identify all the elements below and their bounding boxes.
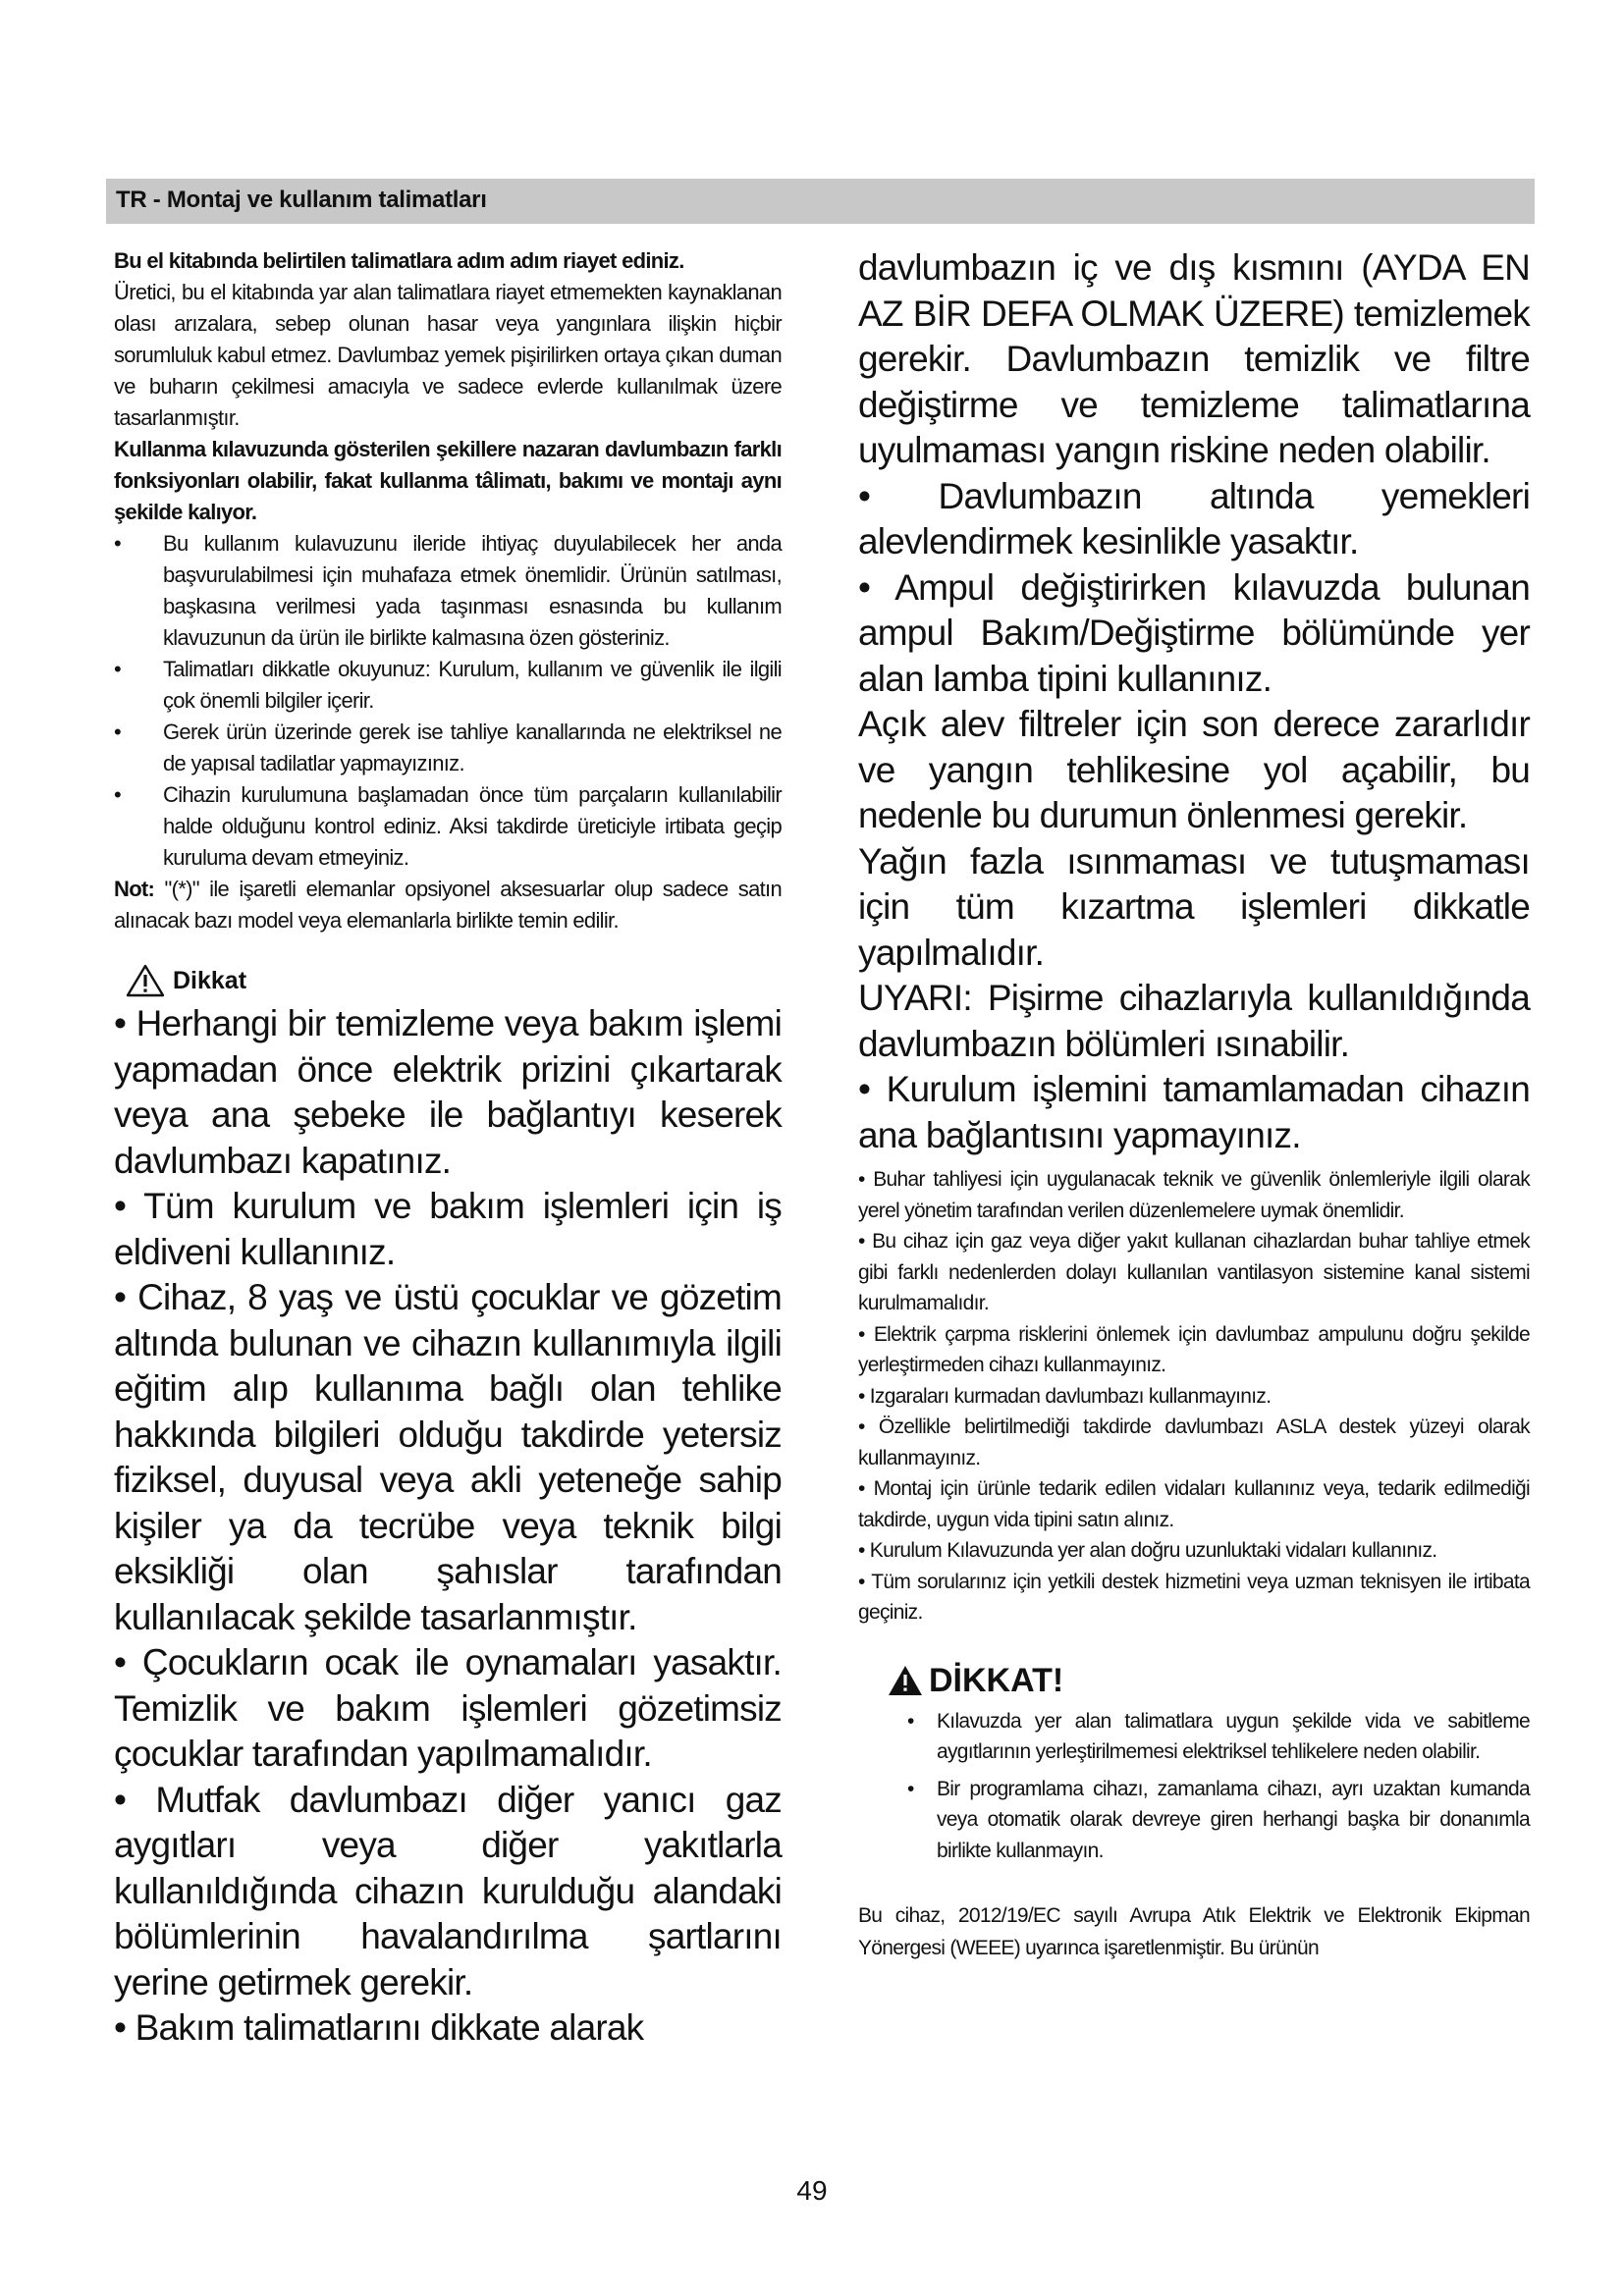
list-item: • Bu kullanım kulavuzunu ileride ihtiyaç duyulabilecek her anda başvurulabilmesi için muhafaza etmek önemlidir. Ürünün satılması, başkasına verilmesi yada taşınması esnasında bu kullanım klavuzunun da ürün ile birlikte kalmasına özen gösteriniz. <box>114 528 782 654</box>
big-paragraph: Yağın fazla ısınmaması ve tutuşmaması için tüm kızartma işlemleri dikkatle yapılmalıdır. <box>858 840 1530 973</box>
big-paragraph: davlumbazın iç ve dış kısmını (AYDA EN AZ BİR DEFA OLMAK ÜZERE) temizlemek gerekir. Davlumbazın temizlik ve filtre değiştirme ve temizleme talimatlarına uyulmaması yangın riskine neden olabilir. <box>858 247 1530 470</box>
dikkat-label: Dikkat <box>173 966 247 994</box>
right-column <box>858 245 1530 1964</box>
list-item: • Kılavuzda yer alan talimatlara uygun şekilde vida ve sabitleme aygıtlarının yerleştirilmemesi elektriksel tehlikelere neden olabilir. <box>907 1706 1530 1768</box>
big-paragraph: • Çocukların ocak ile oynamaları yasaktır. Temizlik ve bakım işlemleri gözetimsiz çocuklar tarafından yapılmamalıdır. <box>114 1642 782 1774</box>
section-title: TR - Montaj ve kullanım talimatları <box>116 187 487 213</box>
list-item: • Talimatları dikkatle okuyunuz: Kurulum, kullanım ve güvenlik ile ilgili çok önemli bilgiler içerir. <box>114 654 782 717</box>
big-paragraph: • Ampul değiştirirken kılavuzda bulunan ampul Bakım/Değiştirme bölümünde yer alan lamba tipini kullanınız. <box>858 566 1530 699</box>
big-paragraph: • Davlumbazın altında yemekleri alevlendirmek kesinlikle yasaktır. <box>858 475 1530 561</box>
big-paragraph: • Tüm kurulum ve bakım işlemleri için iş eldiveni kullanınız. <box>114 1186 782 1272</box>
intro-paragraph: Üretici, bu el kitabında yar alan talimatlara riayet etmemekten kaynaklanan olası arızalara, sebep olunan hasar veya yangınlara ilişkin hiçbir sorumluluk kabul etmez. Davlumbaz yemek pişirilirken ortaya çıkan duman ve buharın çekilmesi amacıyla ve sadece evlerde kullanılmak üzere tasarlanmıştır. <box>114 280 782 430</box>
big-paragraph: • Mutfak davlumbazı diğer yanıcı gaz aygıtları veya diğer yakıtlarla kullanıldığında cihazın kurulduğu alandaki bölümlerinin havalandırılma şartlarını yerine getirmek gerekir. <box>114 1779 782 2002</box>
page-number: 49 <box>796 2175 828 2206</box>
dikkat-caps-heading <box>888 1662 1530 1700</box>
big-paragraph: Açık alev filtreler için son derece zararlıdır ve yangın tehlikesine yol açabilir, bu nedenle bu durumun önlenmesi gerekir. <box>858 704 1530 835</box>
intro-bold: Bu el kitabında belirtilen talimatlara adım adım riayet ediniz. <box>114 248 684 273</box>
intro-bullet-list <box>114 528 782 874</box>
small-paragraph: • Buhar tahliyesi için uygulanacak teknik ve güvenlik önlemleriyle ilgili olarak yerel yönetim tarafından verilen düzenlemelere uymak önemlidir. <box>858 1168 1530 1222</box>
left-big-text <box>114 1001 782 2052</box>
right-small-text <box>858 1164 1530 1629</box>
small-paragraph: • Izgaraları kurmadan davlumbazı kullanmayınız. <box>858 1384 1272 1408</box>
list-item: • Cihazin kurulumuna başlamadan önce tüm parçaların kullanılabilir halde olduğunu kontrol ediniz. Aksi takdirde üreticiyle irtibata geçip kuruluma devam etmeyiniz. <box>114 779 782 874</box>
warning-filled-icon <box>888 1665 923 1696</box>
small-paragraph: • Özellikle belirtilmediği takdirde davlumbazı ASLA destek yüzeyi olarak kullanmayınız. <box>858 1415 1530 1469</box>
list-item: • Bir programlama cihazı, zamanlama cihazı, ayrı uzaktan kumanda veya otomatik olarak devreye giren herhangi başka bir donanımla birlikte kullanmayın. <box>907 1774 1530 1867</box>
big-paragraph: UYARI: Pişirme cihazlarıyla kullanıldığında davlumbazın bölümleri ısınabilir. <box>858 978 1530 1064</box>
dikkat-heading <box>114 964 782 997</box>
note-text: "(*)" ile işaretli elemanlar opsiyonel aksesuarlar olup sadece satın alınacak bazı model veya elemanlarla birlikte temin edilir. <box>114 877 782 933</box>
big-paragraph: • Bakım talimatlarını dikkate alarak <box>114 2007 644 2048</box>
dikkat-bullet-list <box>907 1706 1530 1867</box>
note-label: Not: <box>114 877 155 901</box>
small-paragraph: • Elektrik çarpma risklerini önlemek için davlumbaz ampulunu doğru şekilde yerleştirmeden cihazı kullanmayınız. <box>858 1322 1530 1376</box>
usage-note-bold: Kullanma kılavuzunda gösterilen şekillere nazaran davlumbazın farklı fonksiyonları olabilir, fakat kullanma tâlimatı, bakımı ve montajı aynı şekilde kalıyor. <box>114 437 782 524</box>
small-paragraph: • Montaj için ürünle tedarik edilen vidaları kullanınız veya, tedarik edilmediği takdirde, uygun vida tipini satın alınız. <box>858 1477 1530 1531</box>
small-paragraph: • Bu cihaz için gaz veya diğer yakıt kullanan cihazlardan buhar tahliye etmek gibi farklı nedenlerden dolayı kullanılan vantilasyon sistemine kanal sistemi kurulmamalıdır. <box>858 1230 1530 1314</box>
list-item: • Gerek ürün üzerinde gerek ise tahliye kanallarında ne elektriksel ne de yapısal tadilatlar yapmayızınız. <box>114 717 782 779</box>
right-big-text <box>858 245 1530 1158</box>
big-paragraph: • Kurulum işlemini tamamlamadan cihazın ana bağlantısını yapmayınız. <box>858 1069 1530 1155</box>
big-paragraph: • Herhangi bir temizleme veya bakım işlemi yapmadan önce elektrik prizini çıkartarak veya ana şebeke ile bağlantıyı keserek davlumbazı kapatınız. <box>114 1003 782 1181</box>
intro-block <box>114 245 782 936</box>
note-paragraph <box>114 874 782 936</box>
warning-outline-icon <box>126 964 165 997</box>
small-paragraph: • Kurulum Kılavuzunda yer alan doğru uzunluktaki vidaları kullanınız. <box>858 1539 1437 1562</box>
section-header-bar <box>106 179 1535 224</box>
big-paragraph: • Cihaz, 8 yaş ve üstü çocuklar ve gözetim altında bulunan ve cihazın kullanımıyla ilgili eğitim alıp kullanıma bağlı olan tehlike hakkında bilgileri olduğu takdirde yetersiz fiziksel, duyusal veya akli yeteneğe sahip kişiler ya da tecrübe veya teknik bilgi eksikliği olan şahıslar tarafından kullanılacak şekilde tasarlanmıştır. <box>114 1277 782 1637</box>
left-column <box>114 245 782 2052</box>
small-paragraph: • Tüm sorularınız için yetkili destek hizmetini veya uzman teknisyen ile irtibata geçiniz. <box>858 1570 1530 1624</box>
weee-paragraph: Bu cihaz, 2012/19/EC sayılı Avrupa Atık Elektrik ve Elektronik Ekipman Yönergesi (WEEE) uyarınca işaretlenmiştir. Bu ürünün <box>858 1904 1530 1959</box>
dikkat-caps-label: DİKKAT! <box>929 1661 1064 1699</box>
